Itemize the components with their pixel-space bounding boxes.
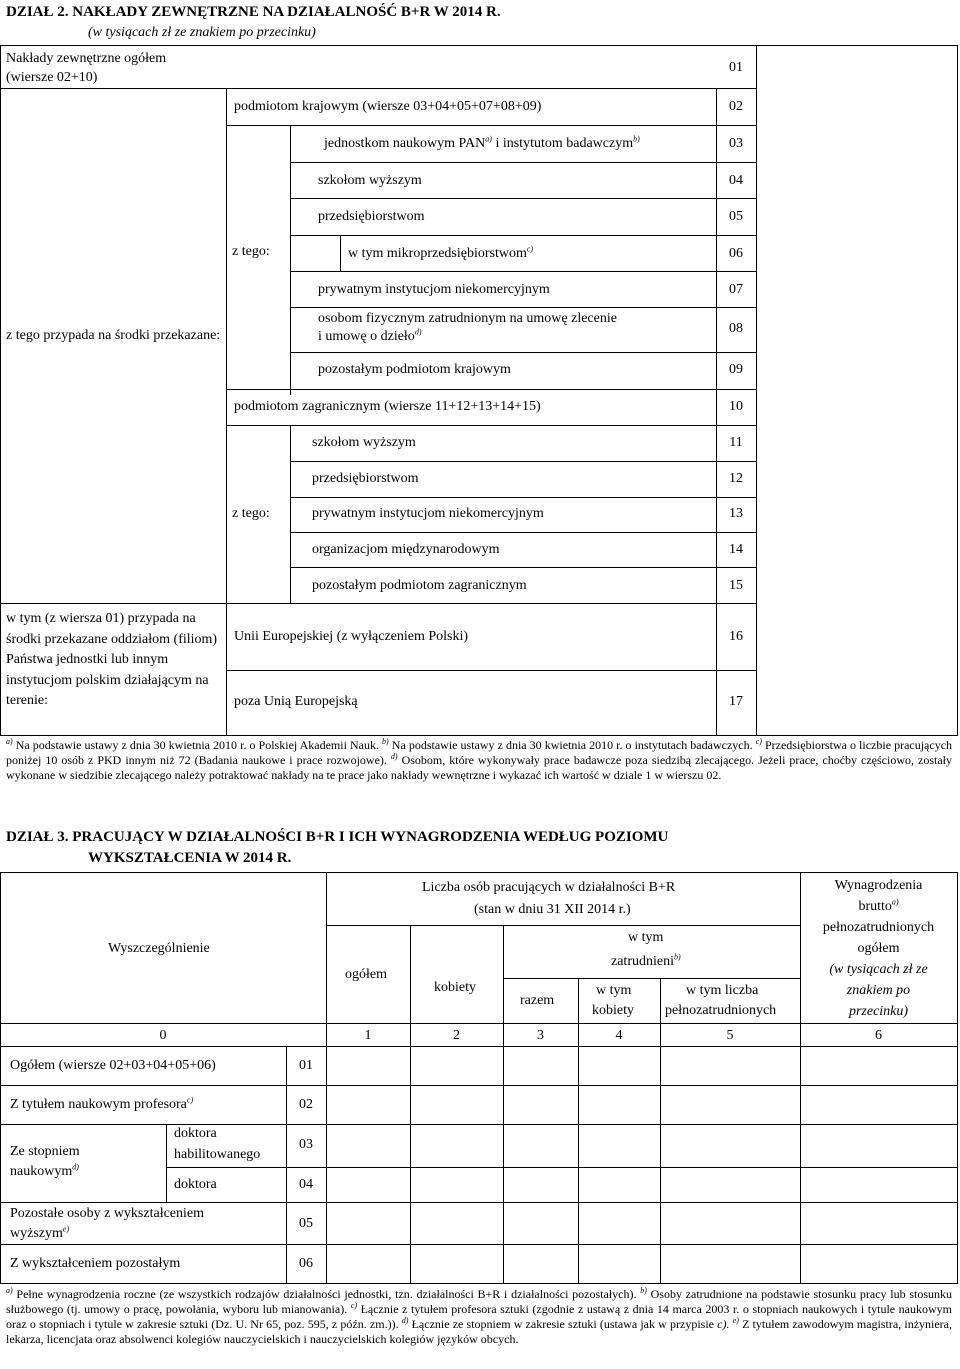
row-label-02: podmiotom krajowym (wiersze 03+04+05+07+08+09) <box>234 99 542 114</box>
col-header-pelnozatr-1: w tym liczba <box>686 983 759 998</box>
row-label-05: przedsiębiorstwom <box>318 209 425 224</box>
left-label-a: z tego przypada na środki przekazane: <box>6 328 221 343</box>
section2-footnotes: $^{a)}$ Na podstawie ustawy z dnia 30 kwietnia 2010 r. o Polskiej Akademii Nauk. $^{b)}$ Na podstawie ustawy z dnia 30 kwietnia 2010 r. o instytutach badawczych. $^{c)}$ Przedsiębiorstwa o liczbie pracujących poniżej 10 osób z PKD innym niż 72 (Badania naukowe i prace rozwojowe). $^{d)}$ Osobom, które wykonywały prace badawcze poza siedzibą zlecającego. Jeżeli prace, choćby częściowo, zostały wykonane w siedzibie zlecającego należy potraktować nakłady na te prace jako nakłady wewnętrzne i wykazać ich wartość w dziale 1 w wierszu 02. <box>6 737 953 782</box>
col-header-ogolem: ogółem <box>345 967 387 982</box>
col-header-wyn-3: pełnozatrudnionych <box>822 920 935 935</box>
row-label-08b: i umowę o dzieło$^{d)}$ <box>318 327 422 344</box>
col-header-zatrudnieni: zatrudnieni$^{b)}$ <box>611 952 681 969</box>
col-header-wyn-6: znakiem po <box>846 983 911 998</box>
col-header-wtym-kobiety-2: kobiety <box>592 1003 634 1018</box>
section3-title-line2: WYKSZTAŁCENIA W 2014 R. <box>88 850 292 866</box>
row-label-04: szkołom wyższym <box>318 173 422 188</box>
col-header-wtym: w tym <box>628 930 664 945</box>
s3-row-num-01: 01 <box>299 1058 313 1073</box>
col-num-1: 1 <box>364 1028 372 1043</box>
row-num-08: 08 <box>729 321 743 336</box>
s3-row-label-03a: doktora <box>174 1126 217 1141</box>
section2-title: DZIAŁ 2. NAKŁADY ZEWNĘTRZNE NA DZIAŁALNOŚĆ B+R W 2014 R. <box>6 4 501 20</box>
head-total-rows: (wiersze 02+10) <box>6 70 98 85</box>
col-header-wyn-1: Wynagrodzenia <box>834 878 923 893</box>
row-label-07: prywatnym instytucjom niekomercyjnym <box>318 282 550 297</box>
row-label-12: przedsiębiorstwom <box>312 471 419 486</box>
col-header-wyszczegolnienie: Wyszczególnienie <box>108 941 210 956</box>
s3-row-num-02: 02 <box>299 1097 313 1112</box>
col-header-wyn-5: (w tysiącach zł ze <box>829 962 928 977</box>
section3-title-line1: DZIAŁ 3. PRACUJĄCY W DZIAŁALNOŚCI B+R I ICH WYNAGRODZENIA WEDŁUG POZIOMU <box>6 829 669 845</box>
left-label-b: w tym (z wiersza 01) przypada na środki przekazane oddziałom (filiom) Państwa jednostki lub innym instytucjom polskim działającym na terenie: <box>6 611 218 708</box>
row-label-08a: osobom fizycznym zatrudnionym na umowę zlecenie <box>318 311 617 326</box>
col-num-0: 0 <box>159 1028 167 1043</box>
col-header-wyn-7: przecinku) <box>848 1004 909 1019</box>
col-num-5: 5 <box>726 1028 734 1043</box>
z-tego-label-1: z tego: <box>232 244 270 259</box>
s3-row-label-05a: Pozostałe osoby z wykształceniem <box>10 1206 205 1221</box>
col-num-3: 3 <box>537 1028 544 1043</box>
col-header-liczba-line1: Liczba osób pracujących w działalności B+R <box>422 880 676 895</box>
row-label-16: Unii Europejskiej (z wyłączeniem Polski) <box>234 629 469 644</box>
col-header-wyn-4: ogółem <box>857 941 900 956</box>
row-num-16: 16 <box>729 629 743 644</box>
col-header-razem: razem <box>520 993 555 1008</box>
row-num-17: 17 <box>729 694 743 709</box>
row-label-17: poza Unią Europejską <box>234 694 358 709</box>
section3-footnotes: $^{a)}$ Pełne wynagrodzenia roczne (ze wszystkich rodzajów działalności jednostki, tzn. działalności B+R i działalności pozostałych). $^{b)}$ Osoby zatrudnione na podstawie stosunku pracy lub stosunku służbowego (tj. umowy o pracę, powołania, wyboru lub mianowania). $^{c)}$ Łącznie z tytułem profesora sztuki (zgodnie z ustawą z dnia 14 marca 2003 r. o stopniach naukowych i tytule naukowym oraz o stopniach i tytule w zakresie sztuki (Dz. U. Nr 65, poz. 595, z późn. zm.)). $^{d)}$ Łącznie ze stopniem w zakresie sztuki (ustawa jak w przypisie c). $^{e)}$ Z tytułem zawodowym magistra, inżyniera, lekarza, licencjata oraz absolwenci kolegiów nauczycielskich i nauczycielskich kolegiów języków obcych. <box>6 1286 953 1346</box>
row-num-15: 15 <box>729 578 743 593</box>
col-header-kobiety: kobiety <box>434 980 476 995</box>
row-label-14: organizacjom międzynarodowym <box>312 542 500 557</box>
row-label-11: szkołom wyższym <box>312 435 416 450</box>
col-header-liczba-line2: (stan w dniu 31 XII 2014 r.) <box>474 902 631 917</box>
row-label-15: pozostałym podmiotom zagranicznym <box>312 578 527 593</box>
row-label-06: w tym mikroprzedsiębiorstwom$^{c)}$ <box>348 244 534 261</box>
col-header-pelnozatr-2: pełnozatrudnionych <box>665 1003 777 1018</box>
row-num-12: 12 <box>729 471 743 486</box>
row-num-06: 06 <box>729 246 743 261</box>
row-num-04: 04 <box>729 173 743 188</box>
row-num-13: 13 <box>729 506 743 521</box>
s3-row-label-04: doktora <box>174 1177 217 1192</box>
s3-row-label-03b: habilitowanego <box>174 1147 261 1162</box>
row-num-14: 14 <box>729 542 743 557</box>
s3-row-label-01: Ogółem (wiersze 02+03+04+05+06) <box>10 1058 216 1073</box>
row-num-09: 09 <box>729 362 743 377</box>
s3-row-num-03: 03 <box>299 1137 313 1152</box>
row-num-05: 05 <box>729 209 743 224</box>
col-header-wyn-2: brutto$^{a)}$ <box>858 897 899 914</box>
s3-row-num-06: 06 <box>299 1256 313 1271</box>
section2-subtitle: (w tysiącach zł ze znakiem po przecinku) <box>88 25 316 40</box>
row-num-11: 11 <box>729 435 743 450</box>
row-num-03: 03 <box>729 136 743 151</box>
row-label-13: prywatnym instytucjom niekomercyjnym <box>312 506 544 521</box>
col-num-4: 4 <box>615 1028 623 1043</box>
col-num-6: 6 <box>875 1028 882 1043</box>
s3-row-label-05b: wyższym$^{e)}$ <box>10 1224 70 1241</box>
row-num-02: 02 <box>729 99 743 114</box>
z-tego-label-2: z tego: <box>232 506 270 521</box>
s3-row-label-stopien-1: Ze stopniem <box>10 1144 80 1159</box>
s3-row-label-02: Z tytułem naukowym profesora$^{c)}$ <box>10 1095 194 1112</box>
row-num-01: 01 <box>729 60 743 75</box>
row-num-07: 07 <box>729 282 743 297</box>
s3-row-label-06: Z wykształceniem pozostałym <box>10 1256 181 1271</box>
s3-row-num-05: 05 <box>299 1216 313 1231</box>
row-num-10: 10 <box>729 399 743 414</box>
s3-row-label-stopien-2: naukowym$^{d)}$ <box>10 1162 79 1179</box>
s3-row-num-04: 04 <box>299 1177 313 1192</box>
head-total-label: Nakłady zewnętrzne ogółem <box>6 51 167 66</box>
col-header-wtym-kobiety-1: w tym <box>596 983 632 998</box>
col-num-2: 2 <box>453 1028 460 1043</box>
row-label-10: podmiotom zagranicznym (wiersze 11+12+13+14+15) <box>234 399 541 414</box>
row-label-09: pozostałym podmiotom krajowym <box>318 362 511 377</box>
row-label-03: jednostkom naukowym PAN$^{a)}$ i instytutom badawczym$^{b)}$ <box>324 134 640 151</box>
